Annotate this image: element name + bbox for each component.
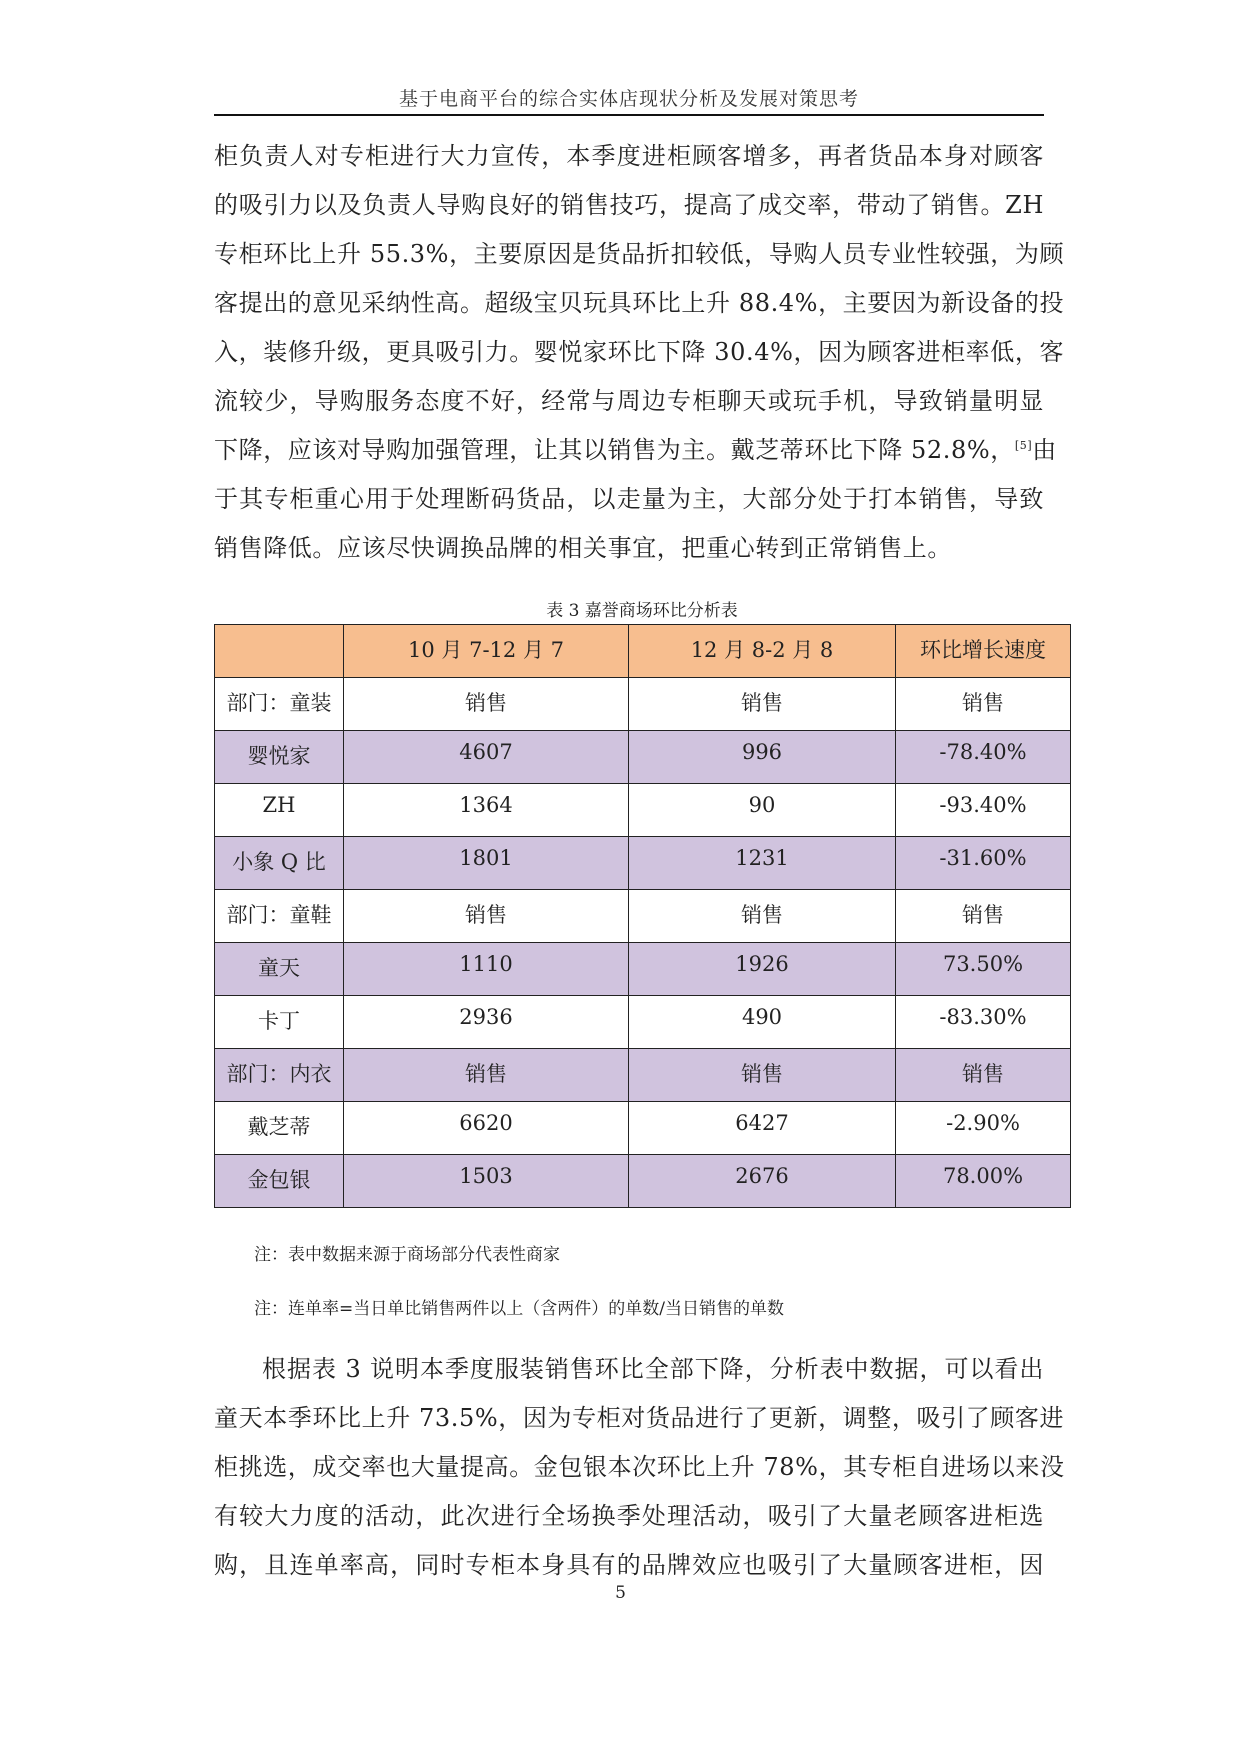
table-cell: 金包银 — [215, 1155, 344, 1208]
table-note-definition: 注：连单率=当日单比销售两件以上（含两件）的单数/当日销售的单数 — [254, 1299, 784, 1319]
table-cell: 卡丁 — [215, 996, 344, 1049]
citation-marker[interactable]: [5] — [1014, 439, 1033, 452]
running-header: 基于电商平台的综合实体店现状分析及发展对策思考 — [398, 88, 859, 110]
paragraph-line: 的吸引力以及负责人导购良好的销售技巧，提高了成交率，带动了销售。ZH — [214, 191, 1044, 219]
table-row — [215, 837, 1071, 890]
table-cell: 销售 — [629, 678, 896, 731]
table-cell: 销售 — [344, 890, 629, 943]
table-cell: 销售 — [629, 890, 896, 943]
table-cell: 1801 — [344, 837, 629, 890]
table-cell: 销售 — [629, 1049, 896, 1102]
header-cell: 10 月 7-12 月 7 — [344, 625, 629, 678]
table-cell: 6427 — [629, 1102, 896, 1155]
header-cell: 环比增长速度 — [896, 625, 1071, 678]
paragraph-line: 销售降低。应该尽快调换品牌的相关事宜，把重心转到正常销售上。 — [214, 534, 952, 562]
table-cell: 1110 — [344, 943, 629, 996]
table-cell: -2.90% — [896, 1102, 1071, 1155]
header-cell — [215, 625, 344, 678]
table-cell: 小象 Q 比 — [215, 837, 344, 890]
table-cell: -78.40% — [896, 731, 1071, 784]
table-row-department — [215, 678, 1071, 731]
paragraph-line-tail: 由 — [1032, 436, 1057, 464]
table-row — [215, 1155, 1071, 1208]
paragraph-line: 入，装修升级，更具吸引力。婴悦家环比下降 30.4%，因为顾客进柜率低，客 — [214, 338, 1065, 366]
table-cell: 1503 — [344, 1155, 629, 1208]
paragraph-line: 于其专柜重心用于处理断码货品，以走量为主，大部分处于打本销售，导致 — [214, 485, 1044, 513]
table-cell: 部门：童鞋 — [215, 890, 344, 943]
paragraph-line: 专柜环比上升 55.3%，主要原因是货品折扣较低，导购人员专业性较强，为顾 — [214, 240, 1065, 268]
body-paragraph-2 — [214, 1345, 1065, 1590]
table-cell: 销售 — [344, 1049, 629, 1102]
table-row-department — [215, 890, 1071, 943]
paragraph-line: 流较少，导购服务态度不好，经常与周边专柜聊天或玩手机，导致销量明显 — [214, 387, 1044, 415]
table-cell: 婴悦家 — [215, 731, 344, 784]
table-row — [215, 996, 1071, 1049]
paragraph-line-with-citation — [214, 426, 1057, 475]
table-cell: -93.40% — [896, 784, 1071, 837]
table-cell: 部门：童装 — [215, 678, 344, 731]
table-row — [215, 784, 1071, 837]
paragraph-line: 柜负责人对专柜进行大力宣传，本季度进柜顾客增多，再者货品本身对顾客 — [214, 142, 1044, 170]
table-cell: 部门：内衣 — [215, 1049, 344, 1102]
table-cell: 6620 — [344, 1102, 629, 1155]
header-divider — [214, 114, 1044, 116]
table-row — [215, 731, 1071, 784]
table-row — [215, 943, 1071, 996]
table-cell: 1364 — [344, 784, 629, 837]
table-cell: 490 — [629, 996, 896, 1049]
table-cell: 90 — [629, 784, 896, 837]
table-cell: 2936 — [344, 996, 629, 1049]
table-row-department — [215, 1049, 1071, 1102]
sales-comparison-table — [214, 624, 1071, 1208]
paragraph-line: 柜挑选，成交率也大量提高。金包银本次环比上升 78%，其专柜自进场以来没 — [214, 1453, 1065, 1481]
table-cell: 童天 — [215, 943, 344, 996]
table-caption: 表 3 嘉誉商场环比分析表 — [546, 601, 738, 621]
table-cell: 1231 — [629, 837, 896, 890]
table-cell: 4607 — [344, 731, 629, 784]
table-cell: -31.60% — [896, 837, 1071, 890]
table-cell: 销售 — [896, 678, 1071, 731]
table-header-row — [215, 625, 1071, 678]
header-cell: 12 月 8-2 月 8 — [629, 625, 896, 678]
paragraph-line-text: 下降，应该对导购加强管理，让其以销售为主。戴芝蒂环比下降 52.8%， — [214, 436, 1015, 464]
paragraph-line: 童天本季环比上升 73.5%，因为专柜对货品进行了更新，调整，吸引了顾客进 — [214, 1404, 1065, 1432]
table-note-source: 注：表中数据来源于商场部分代表性商家 — [254, 1245, 560, 1265]
table-cell: 2676 — [629, 1155, 896, 1208]
table-cell: 销售 — [344, 678, 629, 731]
table-row — [215, 1102, 1071, 1155]
table-cell: 戴芝蒂 — [215, 1102, 344, 1155]
table-cell: 996 — [629, 731, 896, 784]
body-paragraph-1 — [214, 132, 1065, 573]
table-cell: ZH — [215, 784, 344, 837]
table-cell: 销售 — [896, 1049, 1071, 1102]
page-number: 5 — [615, 1583, 626, 1603]
table-cell: 73.50% — [896, 943, 1071, 996]
table-cell: 78.00% — [896, 1155, 1071, 1208]
table-cell: 1926 — [629, 943, 896, 996]
table-cell: 销售 — [896, 890, 1071, 943]
paragraph-line: 有较大力度的活动，此次进行全场换季处理活动，吸引了大量老顾客进柜选 — [214, 1502, 1044, 1530]
paragraph-line: 购，且连单率高，同时专柜本身具有的品牌效应也吸引了大量顾客进柜，因 — [214, 1551, 1044, 1579]
paragraph-line: 根据表 3 说明本季度服装销售环比全部下降，分析表中数据，可以看出 — [262, 1355, 1044, 1383]
table-cell: -83.30% — [896, 996, 1071, 1049]
paragraph-line: 客提出的意见采纳性高。超级宝贝玩具环比上升 88.4%，主要因为新设备的投 — [214, 289, 1065, 317]
